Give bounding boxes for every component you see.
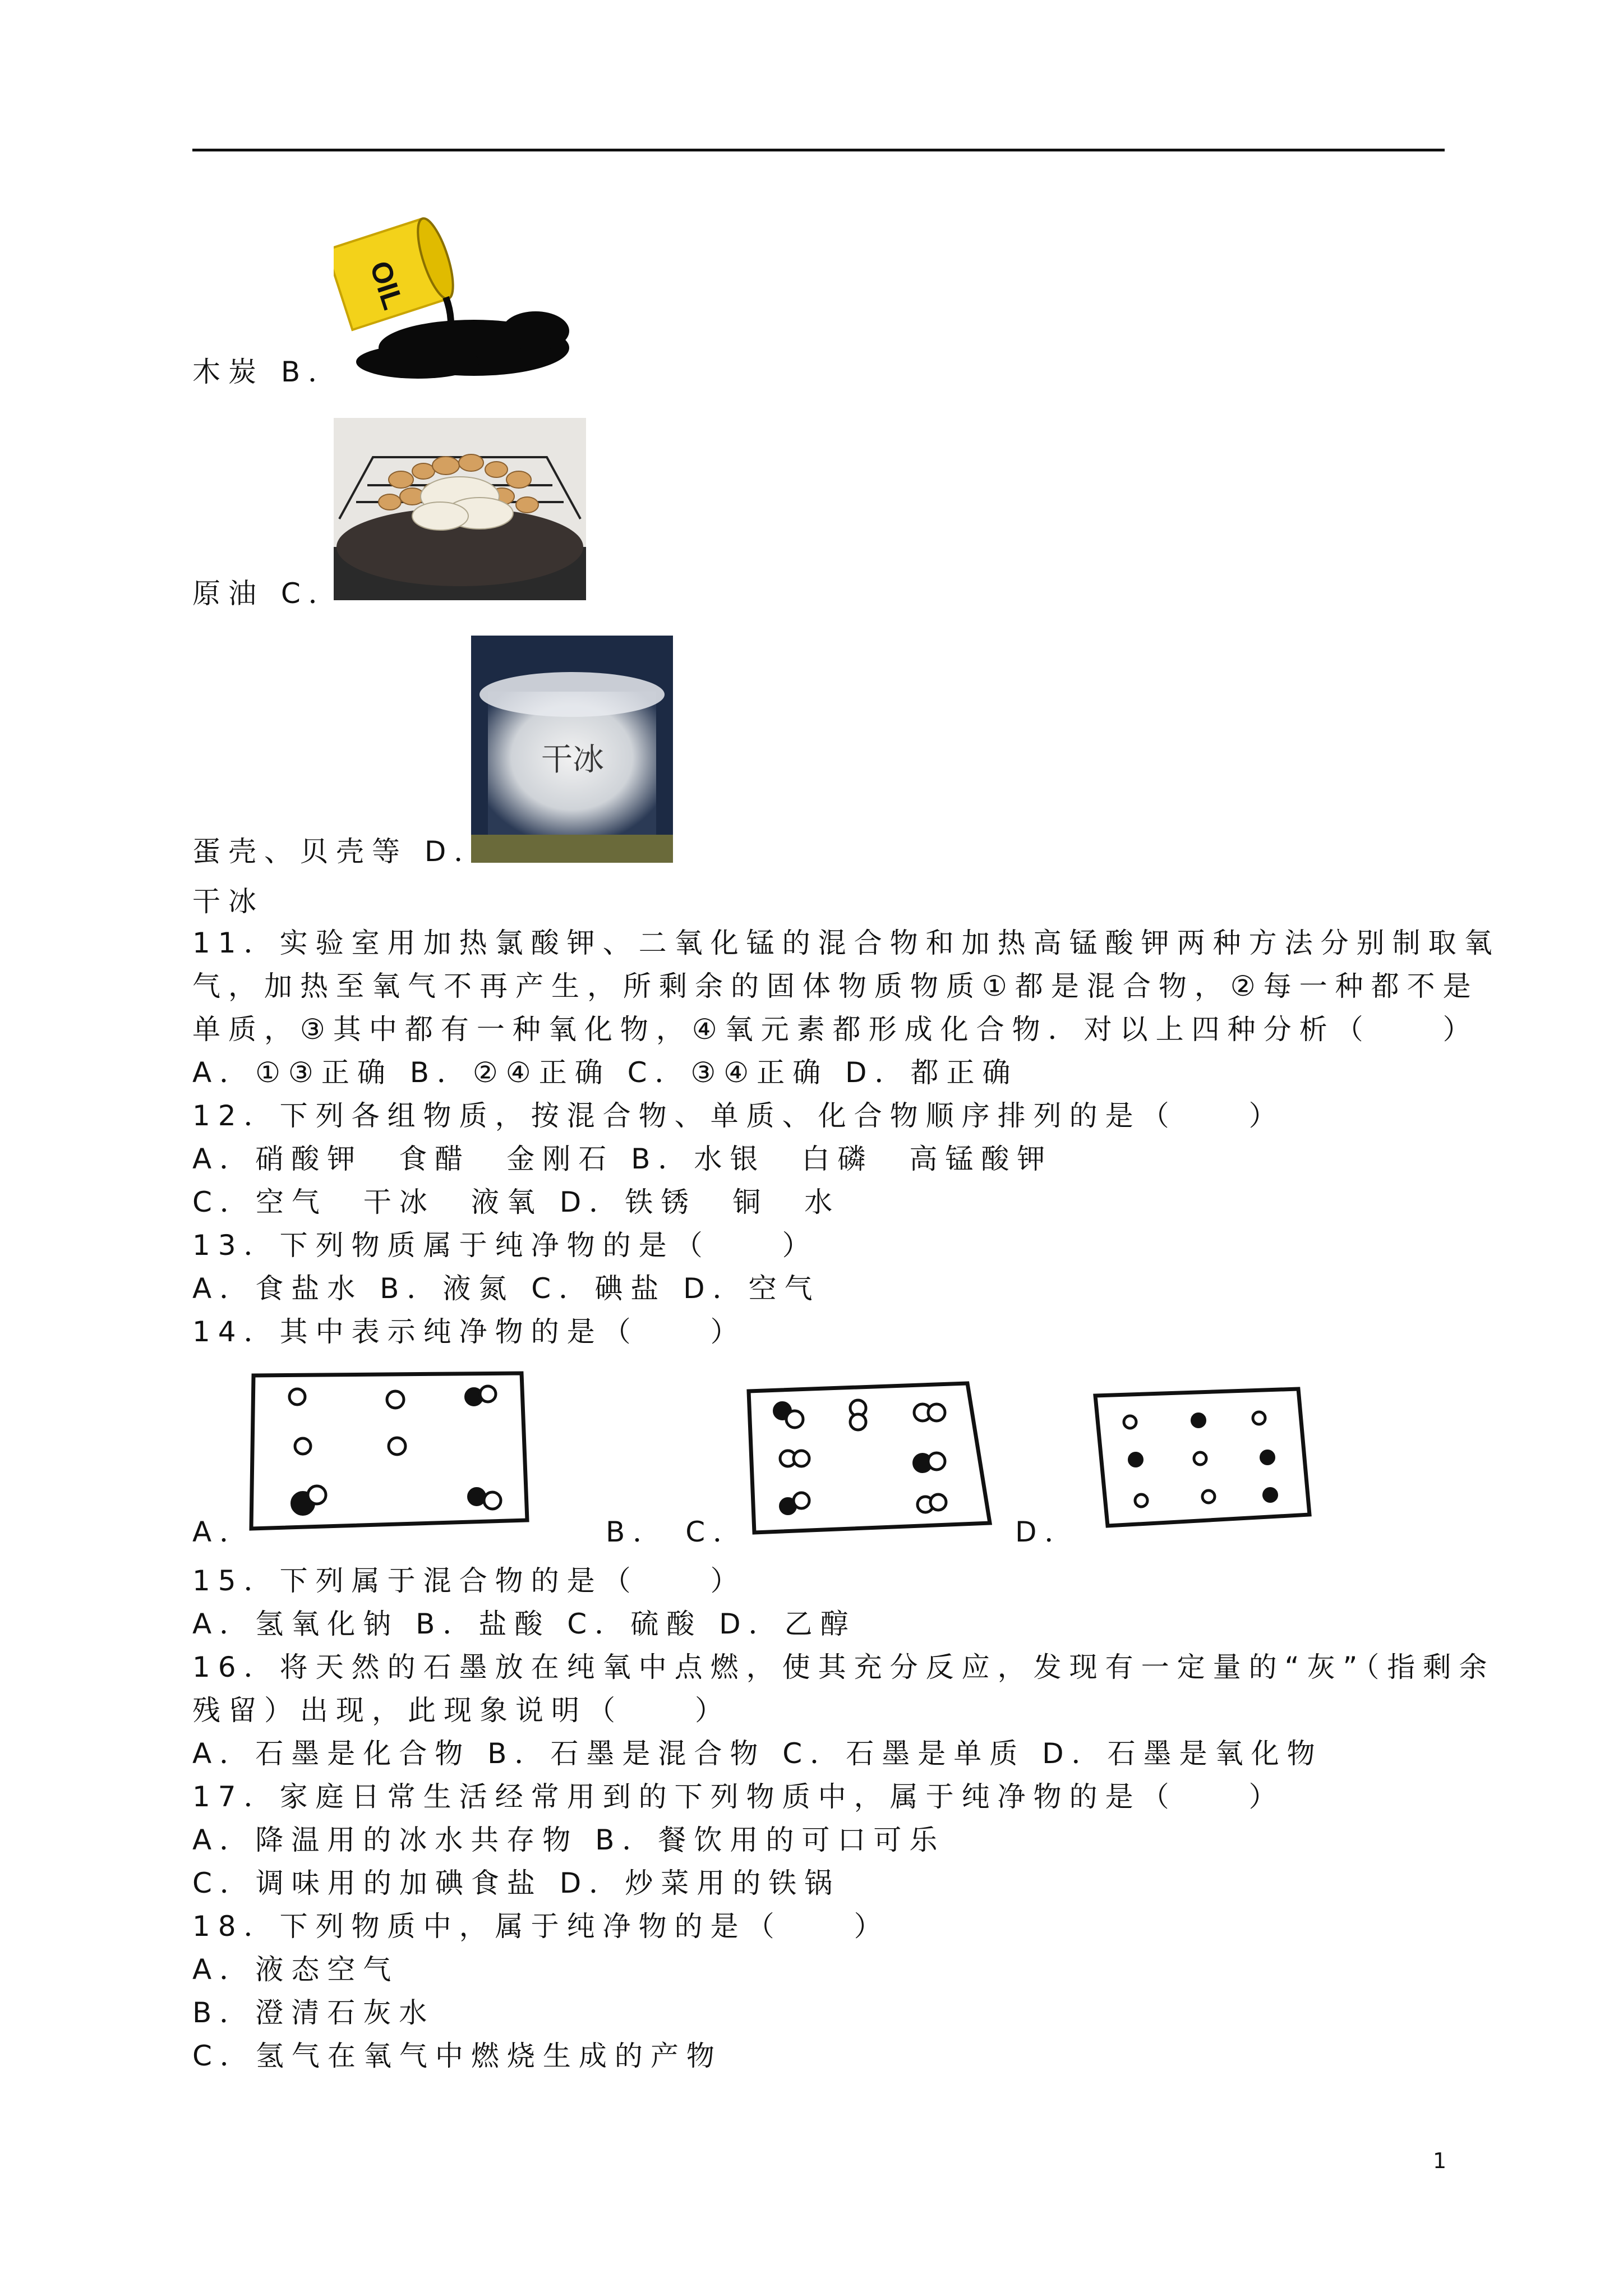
q12-stem: 12．下列各组物质，按混合物、单质、化合物顺序排列的是（ ） <box>192 1099 1285 1132</box>
q18-option-a: A．液态空气 <box>192 1953 399 1986</box>
q14-label-bc: B． C． <box>606 1516 749 1548</box>
q12-options-ab: A．硝酸钾 食醋 金刚石 B．水银 白磷 高锰酸钾 <box>192 1143 1053 1175</box>
option-eggshell: 蛋壳、贝壳等 D． <box>192 835 490 868</box>
q13-stem: 13．下列物质属于纯净物的是（ ） <box>192 1229 818 1262</box>
q17-stem: 17．家庭日常生活经常用到的下列物质中，属于纯净物的是（ ） <box>192 1780 1285 1813</box>
q15-stem: 15．下列属于混合物的是（ ） <box>192 1565 746 1597</box>
q11-line-3: 单质，③其中都有一种氧化物，④氧元素都形成化合物．对以上四种分析（ ） <box>192 1013 1479 1046</box>
header-rule <box>192 149 1445 151</box>
q14-diagram-a <box>247 1369 533 1537</box>
mushroom-image <box>334 418 586 600</box>
q16-line-2: 残留）出现，此现象说明（ ） <box>192 1694 731 1727</box>
option-dry-ice: 干冰 <box>192 885 264 918</box>
q12-options-cd: C．空气 干冰 液氧 D．铁锈 铜 水 <box>192 1186 841 1218</box>
q14-label-d: D． <box>1015 1516 1081 1548</box>
dry-ice-image <box>471 636 673 863</box>
q17-options-ab: A．降温用的冰水共存物 B．餐饮用的可口可乐 <box>192 1824 946 1856</box>
q11-line-1: 11．实验室用加热氯酸钾、二氧化锰的混合物和加热高锰酸钾两种方法分别制取氧 <box>192 927 1500 959</box>
q11-line-2: 气，加热至氧气不再产生，所剩余的固体物质物质①都是混合物，②每一种都不是 <box>192 970 1479 1002</box>
q17-options-cd: C．调味用的加碘食盐 D．炒菜用的铁锅 <box>192 1867 841 1899</box>
q14-stem: 14．其中表示纯净物的是（ ） <box>192 1315 746 1348</box>
q13-options: A．食盐水 B．液氮 C．碘盐 D．空气 <box>192 1272 820 1305</box>
q14-label-a: A． <box>192 1516 256 1548</box>
q18-option-b: B．澄清石灰水 <box>192 1996 435 2029</box>
oil-barrel-image <box>334 213 575 381</box>
oil-label: OIL <box>363 257 409 314</box>
q14-diagram-d <box>1091 1386 1315 1531</box>
dry-ice-label: 干冰 <box>541 742 604 778</box>
q15-options: A．氢氧化钠 B．盐酸 C．硫酸 D．乙醇 <box>192 1608 856 1640</box>
q18-stem: 18．下列物质中，属于纯净物的是（ ） <box>192 1910 890 1943</box>
option-crude-oil: 原油 C． <box>192 577 344 610</box>
page-number: 1 <box>1433 2148 1447 2173</box>
q16-line-1: 16．将天然的石墨放在纯氧中点燃，使其充分反应，发现有一定量的“灰”（指剩余 <box>192 1651 1495 1683</box>
q11-options: A．①③正确 B．②④正确 C．③④正确 D．都正确 <box>192 1056 1018 1089</box>
option-wood-charcoal: 木炭 B． <box>192 356 344 388</box>
q14-diagram-c <box>743 1380 995 1540</box>
q16-options: A．石墨是化合物 B．石墨是混合物 C．石墨是单质 D．石墨是氧化物 <box>192 1737 1323 1770</box>
q18-option-c: C．氢气在氧气中燃烧生成的产物 <box>192 2040 722 2072</box>
